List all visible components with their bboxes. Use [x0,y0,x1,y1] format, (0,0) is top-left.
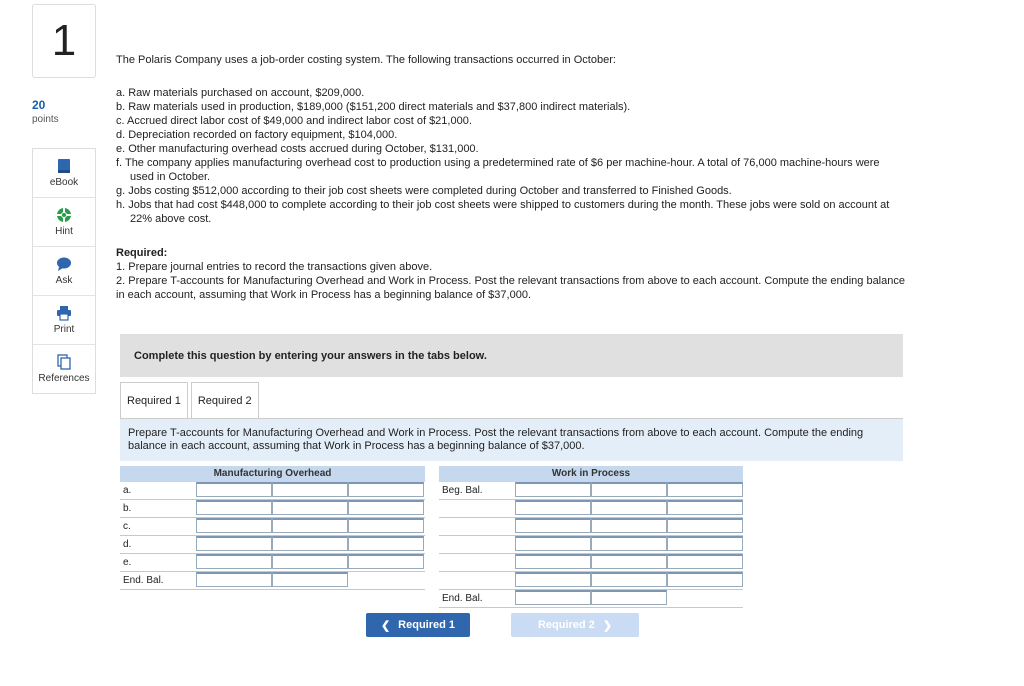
required-heading: Required: [116,247,168,259]
debit-input[interactable] [515,572,591,587]
debit-input[interactable] [196,500,272,515]
row-label [439,554,515,571]
credit-label-input[interactable] [591,572,667,587]
credit-input[interactable] [667,572,743,587]
debit-input[interactable] [515,518,591,533]
transaction-item: e. Other manufacturing overhead costs accrued during October, $131,000. [116,143,479,155]
sidebar-item-label: Print [53,324,75,335]
answer-tabs [120,382,262,420]
printer-icon [56,305,72,321]
required-item: 1. Prepare journal entries to record the transactions given above. [116,261,433,273]
task-prompt: Prepare T-accounts for Manufacturing Overhead and Work in Process. Post the relevant transactions from above to each account. Compute the ending balance in each account, assuming that Work in Process has a beginning balance of $37,000. [120,419,903,461]
credit-label-input[interactable] [272,518,348,533]
debit-input[interactable] [515,536,591,551]
row-label: b. [123,503,132,514]
t-account-row [439,536,743,554]
previous-tab-button[interactable] [366,613,470,637]
ending-balance-input-credit[interactable] [591,590,667,605]
points-value: 20 [32,98,46,112]
credit-label-input[interactable] [591,554,667,569]
t-account-row [120,572,425,590]
t-account-row [439,590,743,608]
credit-label-input[interactable] [272,500,348,515]
debit-input[interactable] [196,518,272,533]
credit-input[interactable] [667,482,743,497]
debit-input[interactable] [515,554,591,569]
tab-required-2[interactable]: Required 2 [191,382,259,420]
transaction-item: d. Depreciation recorded on factory equipment, $104,000. [116,129,398,141]
t-account-row [120,536,425,554]
t-account-title [439,466,743,482]
transaction-item: g. Jobs costing $512,000 according to their job cost sheets were completed during October and transferred to Finished Goods. [116,185,732,197]
t-account-row [120,554,425,572]
row-label: Beg. Bal. [442,485,483,496]
ending-balance-input-credit[interactable] [272,572,348,587]
sidebar-item-label: Ask [55,275,73,286]
credit-input[interactable] [667,500,743,515]
t-account-work-in-process [439,466,743,608]
chat-bubble-icon [56,256,72,272]
previous-tab-label: Required 1 [398,619,456,631]
sidebar-item-references[interactable] [33,345,95,393]
credit-input[interactable] [667,518,743,533]
credit-label-input[interactable] [591,500,667,515]
transaction-item: h. Jobs that had cost $448,000 to complete according to their job cost sheets were shipped to customers during the month. These jobs were sold on account at 22% above cost. [116,199,890,225]
question-intro: The Polaris Company uses a job-order costing system. The following transactions occurred in October: [116,54,616,66]
debit-input[interactable] [515,482,591,497]
row-label: e. [123,557,132,568]
question-number: 1 [32,4,96,78]
credit-label-input[interactable] [272,536,348,551]
sidebar-item-label: Hint [55,226,73,237]
credit-label-input[interactable] [591,518,667,533]
tab-required-1[interactable]: Required 1 [120,382,188,420]
title-text: Work in Process [551,468,631,479]
sidebar-item-hint[interactable] [33,198,95,247]
sidebar-item-label: References [38,373,90,384]
t-account-row [439,572,743,590]
ending-balance-input[interactable] [515,590,591,605]
t-account-row [439,500,743,518]
credit-input[interactable] [348,482,424,497]
chevron-right-icon: ❯ [602,619,613,632]
sidebar-item-ask[interactable] [33,247,95,296]
debit-input[interactable] [515,500,591,515]
row-label: a. [123,485,132,496]
required-item: 2. Prepare T-accounts for Manufacturing Overhead and Work in Process. Post the relevant transactions from above to each account. Compute the ending balance in each account, assuming that Work in Process has a beginning balance of $37,000. [116,275,905,301]
row-label [439,518,515,535]
credit-input[interactable] [348,536,424,551]
instruction-banner: Complete this question by entering your answers in the tabs below. [120,334,903,377]
credit-input[interactable] [667,536,743,551]
points-label: points [32,114,59,125]
credit-input[interactable] [348,500,424,515]
transaction-item: a. Raw materials purchased on account, $209,000. [116,87,365,99]
points-block [32,98,92,125]
book-icon [57,158,71,174]
credit-label-input[interactable] [272,554,348,569]
transaction-item: b. Raw materials used in production, $189,000 ($151,200 direct materials and $37,800 indirect materials). [116,101,631,113]
t-account-row [439,554,743,572]
chevron-left-icon: ❮ [380,619,391,632]
t-account-title: Manufacturing Overhead [120,466,425,482]
row-label: End. Bal. [123,575,164,586]
row-label: d. [123,539,132,550]
copy-icon [56,354,72,370]
question-body [116,54,906,302]
row-label: End. Bal. [442,593,483,604]
transactions-list [116,86,906,226]
t-account-row [439,482,743,500]
required-section [116,246,906,302]
credit-label-input[interactable] [272,482,348,497]
next-tab-button[interactable] [511,613,639,637]
debit-input[interactable] [196,482,272,497]
next-tab-label: Required 2 [537,619,595,631]
tools-sidebar [32,148,96,394]
credit-input[interactable] [348,518,424,533]
debit-input[interactable] [196,536,272,551]
t-account-row [120,482,425,500]
t-account-manufacturing-overhead [120,466,425,590]
row-label [439,572,515,589]
transaction-item: c. Accrued direct labor cost of $49,000 and indirect labor cost of $21,000. [116,115,472,127]
row-label [439,500,515,517]
credit-label-input[interactable] [591,482,667,497]
sidebar-item-label: eBook [49,177,79,188]
lifebuoy-icon [56,207,72,223]
credit-input[interactable] [348,554,424,569]
credit-label-input[interactable] [591,536,667,551]
sidebar-item-print[interactable] [33,296,95,345]
row-label: c. [123,521,131,532]
ending-balance-input[interactable] [196,572,272,587]
sidebar-item-ebook[interactable] [33,149,95,198]
debit-input[interactable] [196,554,272,569]
row-label [439,536,515,553]
t-account-row [439,518,743,536]
transaction-item: f. The company applies manufacturing overhead cost to production using a predetermined rate of $6 per machine-hour. A total of 76,000 machine-hours were used in October. [116,157,880,183]
t-account-row [120,518,425,536]
credit-input[interactable] [667,554,743,569]
t-account-row [120,500,425,518]
